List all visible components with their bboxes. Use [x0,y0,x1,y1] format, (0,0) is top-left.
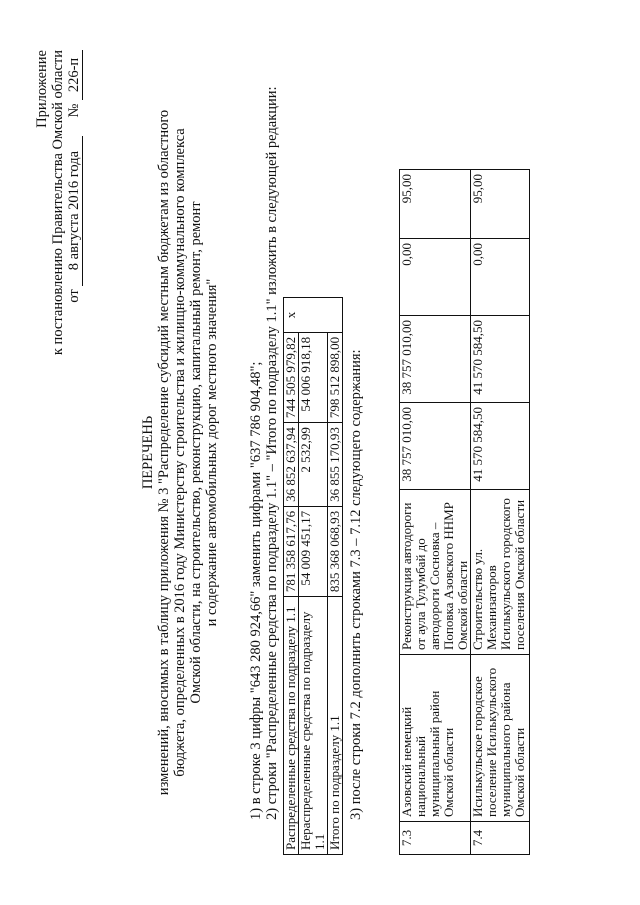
decree-number: 226-п [66,50,83,100]
table-row [471,170,530,855]
cell-value: 36 855 170,93 [328,423,343,507]
row-label: Итого по подразделу 1.1 [328,597,343,855]
subsidy-amount: 41 570 584,50 [471,316,530,403]
table-row [400,170,471,855]
cell-value: 2 532,99 [299,423,328,507]
title-line-1: изменений, вносимых в таблицу приложения № 3 "Распределение субсидий местным бюджетам из областного [156,109,172,796]
item-3-text: 3) после строки 7.2 дополнить строками 7.3 – 7.12 следующего содержания: [348,349,364,820]
cell-value: 835 368 068,93 [328,506,343,596]
subsidy-amount: 38 757 010,00 [400,316,471,403]
cell-value: 54 009 451,17 [299,506,328,596]
appendix-block [34,50,83,355]
appendix-decree-line: к постановлению Правительства Омской области [50,50,66,356]
title-line-4: и содержание автомобильных дорог местного значения" [204,278,220,627]
title-line-2: бюджета, определенных в 2016 году Министерству строительства и жилищно-коммунального комплекса [172,128,188,777]
number-label: № [66,103,82,118]
cell-value: 781 358 617,76 [284,506,299,596]
row-label: Распределенные средства по подразделу 1.1 [284,597,299,855]
appendix-date-line [66,50,83,355]
item-2-text: 2) строки "Распределенные средства по подразделу 1.1" – "Итого по подразделу 1.1" изложить в следующей редакции: [264,86,280,820]
item-1-text: 1) в строке 3 цифры "643 280 924,66" заменить цифрами "637 786 904,48"; [248,361,264,820]
subsection-totals-table [283,297,343,855]
object-name: Реконструкция автодороги от аула Тулумбай до автодороги Сосновка – Поповка Азовского ННМР Омской области [400,490,471,655]
table-row [299,298,328,855]
appendix-label: Приложение [34,50,50,128]
table-row [328,298,343,855]
cell-value: 54 006 918,18 [299,332,328,422]
object-name: Строительство ул. Механизаторов Исилькульского городского поселения Омской области [471,490,530,655]
row-number: 7.3 [400,822,471,855]
local-amount: 0,00 [471,239,530,316]
table-row [284,298,299,855]
title-line-3: Омской области, на строительство, реконструкцию, капитальный ремонт, ремонт [188,201,204,704]
document-title: ПЕРЕЧЕНЬ [140,415,156,490]
from-label: от [66,289,82,303]
row-number: 7.4 [471,822,530,855]
total-cost: 41 570 584,50 [471,403,530,490]
subsidy-percent: 95,00 [471,170,530,239]
row-label: Нераспределенные средства по подразделу 1.1 [299,597,328,855]
local-amount: 0,00 [400,239,471,316]
municipality-name: Исилькульское городское поселение Исилькульского муниципального района Омской области [471,655,530,822]
subsidy-percent: 95,00 [400,170,471,239]
decree-date: 8 августа 2016 года [66,136,83,286]
cell-value: 36 852 637,94 [284,423,299,507]
cell-value: 798 512 898,00 [328,332,343,422]
cell-value: 744 505 979,82 [284,332,299,422]
cell-value: x [284,298,343,333]
additions-table [399,169,530,855]
municipality-name: Азовский немецкий национальный муниципальный район Омской области [400,655,471,822]
total-cost: 38 757 010,00 [400,403,471,490]
